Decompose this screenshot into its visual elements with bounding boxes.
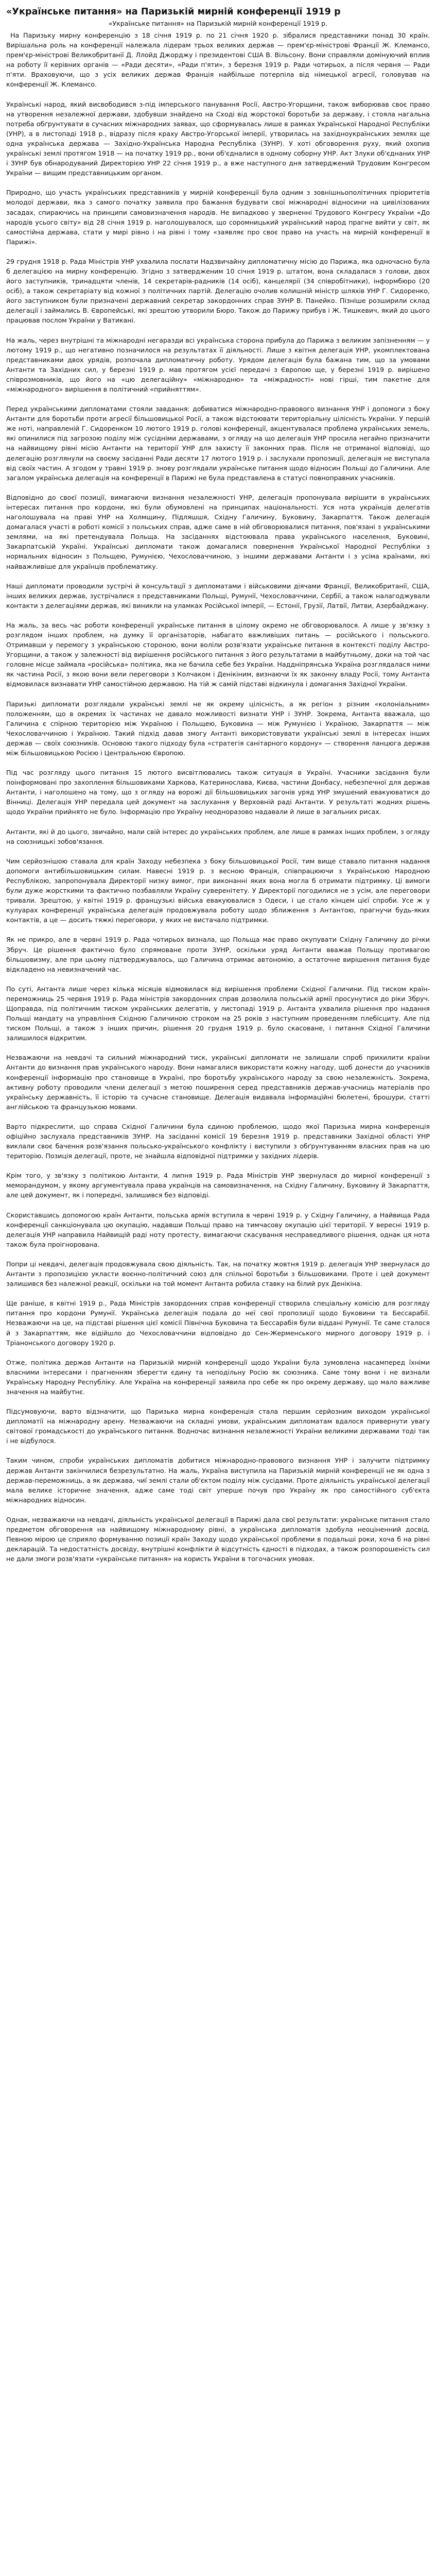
article-paragraph: Незважаючи на невдачі та сильний міжнародний тиск, українські дипломати не залишали спроб прихилити країни Антанти до визнання прав українського народу. Вони намагалися використати кожну нагоду, щоб донести до учасників конференції інформацію про становище в Україні, про боротьбу українського народу за свою незалежність. Зокрема, активну роботу проводили члени делегації з метою поширення серед представників держав-учасниць матеріалів про українську державність, її історію та сучасне становище. Делегація видавала інформаційні бюлетені, брошури, статті англійською та французькою мовами. [6, 1054, 430, 1111]
article-paragraph: По суті, Антанта лише через кілька місяців відмовилася від вирішення проблеми Східної Галичини. Під тиском країн-переможниць 25 червня 1919 р. Рада міністрів закордонних справ дозволила польській армії просунутися до ріки Збруч. Щоправда, під політичним тиском українських делегатів, у листопаді 1919 р. Антанта ухвалила рішення про надання Польщі мандату на управління Східною Галичиною строком на 25 років з наступним проведенням плебісциту. Але під тиском Польщі, а також з інших причин, рішення 20 грудня 1919 р. було скасоване, і питання Східної Галичини залишилося відкритим. [6, 985, 430, 1042]
article-paragraph: Як не прикро, але в червні 1919 р. Рада чотирьох визнала, що Польща має право окупувати Східну Галичину до річки Збруч. Це рішення фактично було спрямоване проти ЗУНР, оскільки уряд Антанти вважав Польщу противагою більшовизму, але при цьому підтверджувалось, що Галичина отримає автономію, а остаточне вирішення питання буде відкладено на невизначений час. [6, 936, 430, 973]
article-paragraph: Варто підкреслити, що справа Східної Галичини була єдиною проблемою, щодо якої Паризька мирна конференція офіційно заслухала представників ЗУНР. На засіданні комісії 19 березня 1919 р. представники Західної області УНР виклали своє бачення розв'язання польсько-українського конфлікту і виступили з обґрунтуванням власних прав на цю територію. Позиція делегації, проте, не знайшла відповідної підтримки у західних лідерів. [6, 1122, 430, 1160]
article-paragraph: Попри ці невдачі, делегація продовжувала свою діяльність. Так, на початку жовтня 1919 р. делегація УНР звернулася до Антанти з пропозицією укласти воєнно-політичний союз для спільної боротьби з більшовиками. Проте і цей документ залишився без належної реакції, оскільки на той момент Антанта робила ставку на білий рух Денікіна. [6, 1260, 430, 1288]
article-paragraph: Однак, незважаючи на невдачі, діяльність української делегації в Парижі дала свої результати: українське питання стало предметом обговорення на найвищому міжнародному рівні, а українська дипломатія здобула неоціненний досвід. Певною мірою це сприяло формуванню позиції країн Заходу щодо української проблеми в подальші роки, хоча б на рівні декларацій. Та недостатність досвіду, внутрішні конфлікти й відсутність єдності в підходах, а також розпорошеність сил не дали змоги розв'язати «українське питання» на користь України в тогочасних умовах. [6, 1515, 430, 1563]
article-paragraph: Перед українськими дипломатами стояли завдання: добиватися міжнародно-правового визнання УНР і допомоги з боку Антанти для боротьби проти агресії більшовицької Росії, а також відстоювати територіальну цілісність України. У першій же ноті, направленій Г. Сидоренком 10 лютого 1919 р. голові конференції, акцентувалася проблема українських земель, які опинилися під загрозою поділу між сусідніми державами, з огляду на що делегація УНР просила негайно призначити на найвищому рівні місію Антанти на території УНР для захисту її законних прав. Після не отриманої відповіді, що делегацію розглянули на своєму засіданні Ради десяти 17 лютого 1919 р. і заслухали пропозиції, делегація не виступала від своїх частин. А згодом у травні 1919 р. знову розглядали українське питання щодо відносин Польщі до Галичини. Але загалом українська делегація на конференції в Парижі не була представлена в статусі повноправних учасників. [6, 405, 430, 482]
article-paragraph: Наші дипломати проводили зустрічі й консультації з дипломатами і військовими діячами Франції, Великобританії, США, інших великих держав, зустрічалися з представниками Польщі, Румунії, Чехословаччини, Сербії, а також налагоджували контакти з делегаціями держав, які виникли на уламках Російської імперії, — Естонії, Грузії, Латвії, Литви, Азербайджану. [6, 582, 430, 609]
article-paragraph: Антанти, які й до цього, звичайно, мали свій інтерес до українських проблем, але лише в рамках інших проблем, з огляду на союзницькі зобов'язання. [6, 827, 430, 845]
article-paragraph: Українські народ, який висвободився з-під імперського панування Росії, Австро-Угорщини, також виборював своє право на утворення незалежної держави, здобувши знайдено на Сході від жорстокої боротьби за державу, і стояла нагальна потреба обґрунтувати в сучасних міжнародних заявах, що сформувалась лише в рамках Української Народної Республіки (УНР), а в листопаді 1918 р., відразу після краху Австро-Угорської імперії, утворилась на західноукраїнських землях ще одна українська держава — Західно-Українська Народна Республіка (ЗУНР). У хоті обговорення руху, який охопив українські землі протягом 1918 — на початку 1919 рр., вони об'єдналися в одному соборну УНР. Акт Злуки об'єднаних УНР і ЗУНР був обнародуваний Директорією УНР 22 січня 1919 р., а вже наступного дня затверджений Трудовим Конгресом України — вищим представницьким органом. [6, 100, 430, 177]
article-paragraph: На жаль, за весь час роботи конференції українське питання в цілому окремо не обговорювалося. А лише у зв'язку з розглядом інших проблем, на думку її організаторів, набагато важливіших питань — російського і польського. Отримавши у перемогу з українською стороною, вони воліли розв'язати українське питання в контексті поділу Австро-Угорщини, а також у залежності від вирішення російського питання з його результатами в майбутньому, доки на той час головне місце займала «російська» політика, яка не бачила себе без України. Наддніпрянська Україна розглядалася ними як частина Росії, з якою вони вели переговори з Колчаком і Денікіним, визнаючи їх як законну владу Росії, тому Антанта відмовилася визнавати УНР самостійною державою. На тій ж самій підставі відкинула і домагання Західної України. [6, 621, 430, 688]
article-paragraph: Відповідно до своєї позиції, вимагаючи визнання незалежності УНР, делегація пропонувала вирішити в українських інтересах питання про кордони, які були обумовлені на принципах національності. Уся нота українців делегатів наголошувала на праві УНР на Холмщину, Підляшшя, Східну Галичину, Буковину, Закарпаття. Також делегація домагалася участі в роботі комісії з польських справ, адже саме в ній обговорювалися питання, пов'язані з українськими землями, на які претендувала Польща. На засіданнях відстоювала права українського населення, Буковині, Закарпатській Україні. Українські дипломати також домагалися повернення Української Народної Республіки з нормальних відносин з Польщею, Румунією, Чехословаччиною, з іншими державами Антанти і з усіма країнами, які найважливіше для українців проблематику. [6, 493, 430, 570]
article-paragraph: Ще раніше, в квітні 1919 р., Рада Міністрів закордонних справ конференції створила спеціальну комісію для розгляду питання про кордони Румунії. Українська делегація подала до неї свої пропозиції щодо Буковини та Бессарабії. Незважаючи на це, на підставі рішення цієї комісії Північна Буковина та Бессарабія були віддані Румунії. Те саме сталося й з Закарпаттям, яке відійшло до Чехословаччини відповідно до Сен-Жерменського мирного договору 1919 р. і Тріанонського договору 1920 р. [6, 1299, 430, 1347]
article-paragraph: Підсумовуючи, варто відзначити, що Паризька мирна конференція стала першим серйозним виходом української дипломатії на міжнародну арену. Незважаючи на складні умови, українським дипломатам вдалося привернути увагу світової громадськості до українського питання. Водночас визнання незалежності України великими державами тоді так і не відбулося. [6, 1408, 430, 1445]
article-paragraph: 29 грудня 1918 р. Рада Міністрів УНР ухвалила послати Надзвичайну дипломатичну місію до Парижа, яка одночасно була б делегацією на мирну конференцію. Згідно з затвердженим 10 січня 1919 р. штатом, вона складалася з голови, двох його заступників, тринадцяти членів, 14 секретарів-радників (14 осіб), канцелярії (34 співробітники), інформбюро (20 осіб), а також секретаріату від кожної з політичних партій. Делегацію очолив колишній міністр шляхів УНР Г. Сидоренко, його заступником були призначені державний секретар закордонних справ ЗУНР В. Панейко. Пізніше розширили склад делегації і займались В. Європейські, які зрештою утворили Бюро. Також до Парижу прибув і Ж. Тишкевич, який до цього працював послом України у Ватикані. [6, 257, 430, 325]
article-paragraph: На Паризьку мирну конференцію з 18 січня 1919 р. по 21 січня 1920 р. зібралися представники понад 30 країн. Вирішальна роль на конференції належала лідерам трьох великих держав — прем'єр-міністрові Франції Ж. Клемансо, прем'єр-міністрові Великобританії Д. Ллойд Джорджу і президентові США В. Вільсону. Вони справляли домінуючий вплив на роботу її керівних органів — «Ради десяти», «Ради п'яти», з березня 1919 р. Ради чотирьох, а після червня — Ради п'яти. Враховуючи, що з усіх великих держав Франція найбільше потерпіла від німецької агресії, головував на конференції Ж. Клемансо. [6, 31, 430, 89]
article-title: «Українське питання» на Паризькій мирній конференції 1919 р [6, 7, 341, 17]
article-paragraph: Паризькі дипломати розглядали українські землі не як окрему цілісність, а як регіон з різним «колоніальним» положенням, що в окремих їх частинах не давало можливості визнати УНР і ЗУНР. Зокрема, Антанта вважала, що Галичина є спірною територією між Україною і Польщею, Буковина — між Румунією і Україною, Закарпаття — між Чехословаччиною і Україною. Такий підхід давав змогу Антанті використовувати українські землі в інтересах інших держав — своїх союзників. Основою такого підходу була «стратегія санітарного кордону» — створення ланцюга держав між більшовицькою Росією і Центральною Європою. [6, 700, 430, 757]
article-paragraph: Під час розгляду цього питання 15 лютого висвітлювались також ситуація в Україні. Учасники засідання були поінформовані про захоплення більшовиками Харкова, Катеринослава, Києва, частини Донбасу, небезпечної для держав Антанти, і наголошено на тому, що з огляду на ворожі дії більшовицьких загонів уряд УНР змушений евакуюватися до Вінниці. Делегація УНР передала цей документ на заслухання у Верховній раді Антанти. У результаті жодних рішень щодо України прийнято не було. Інформацію про Україну неодноразово надавали й лише в загальних рисах. [6, 769, 430, 816]
article-subtitle: «Українське питання» на Паризькій мирній конференції 1919 р. [108, 20, 328, 27]
article-paragraph: Чим серйознішою ставала для країн Заходу небезпека з боку більшовицької Росії, тим вище ставало питання надання допомоги антибільшовицьким силам. Навесні 1919 р. з весною Франція, співпрацюючи з Українською Народною Республікою, запропонувала Директорії низку вимог, при виконанні яких вона могла б отримати підтримку. Ці вимоги були дуже жорсткими та фактично позбавляли Україну суверенітету. У Директорії погодилися не з усім, але переговори тривали. Зрештою, у квітні 1919 р. французькі війська евакуювалися з Одеси, і це стало кінцем цієї спроби. Усе ж у кулуарах конференції українська делегація продовжувала роботу щодо зближення з Антантою, прагнучи будь-яких контактів, а це — досить тяжкі переговори, у яких не вистачало підтримки. [6, 857, 430, 924]
article-paragraph: Природно, що участь українських представників у мирній конференції була одним з зовнішньополітичних пріоритетів молодої держави, яка з самого початку заявила про бажання будувати свої міжнародні відносини на цивілізованих засадах, спираючись на принципи самовизначення народів. Не випадково у зверненні Трудового Конгресу України «До народів усього світу» від 28 січня 1919 р. наголошувалося, що соромницький український народ прагне вийти у світ, як самостійна держава, стати у мирі рівно і на рівні і тому «заявляє про своє право на участь на мирній конференції в Парижі». [6, 189, 430, 246]
article-paragraph: Крім того, у зв'язку з політикою Антанти, 4 липня 1919 р. Рада Міністрів УНР звернулася до мирної конференції з меморандумом, у якому аргументувала права українців на самовизначення, на Східну Галичину, Буковину й Закарпаття, але цей документ, як і попередні, залишився без відповіді. [6, 1172, 430, 1199]
article-body [6, 30, 430, 1564]
article-paragraph: Отже, політика держав Антанти на Паризькій мирній конференції щодо України була зумовлена насамперед їхніми власними інтересами і прагненням зберегти єдину та неподільну Росію як союзника. Саме тому вони і не визнали Українську Народну Республіку. Але Україна на конференції заявила про себе як про окрему державу, що мало важливе значення на майбутнє. [6, 1358, 430, 1396]
article-paragraph: Скориставшись допомогою країн Антанти, польська армія вступила в червні 1919 р. у Східну Галичину, а Найвища Рада конференції санкціонувала цю окупацію, надавши Польщі право на тимчасову окупацію цієї території. У вересні 1919 р. делегація УНР направила Найвищій раді ноту протесту, вимагаючи скасування несправедливого рішення, однак ця нота також була проігнорована. [6, 1211, 430, 1248]
article-paragraph: На жаль, через внутрішні та міжнародні негаразди всі українська сторона прибула до Парижа з великим запізненням — у лютому 1919 р., що негативно позначилося на результатах її діяльності. Лише з квітня делегація УНР, укомплектована представниками двох урядів, розпочала дипломатичну роботу. Урядом делегація була бажана тим, що за умовами Антанти та Західних сил, у березні 1919 р. мав протягом усієї передачі з Європою ще, у березні 1919 р. вирішено співрозмовників, що його на «цю делегаційну» «міжнародню» та «міжрадності» нові гірші, тим пакетне для «міжнародного» вирішення в політичний «прийняттям». [6, 336, 430, 393]
article-paragraph: Таким чином, спроби українських дипломатів добитися міжнародно-правового визнання УНР і залучити підтримку держав Антанти закінчилися безрезультатно. На жаль, Україна виступила на Паризькій мирній конференції не як одна з держав-переможниць, а як держава, чиї землі стали об'єктом поділу між сусідами. Проте діяльність української делегації мала велике історичне значення, адже саме тоді світ уперше почув про Україну як про самостійного суб'єкта міжнародних відносин. [6, 1456, 430, 1504]
